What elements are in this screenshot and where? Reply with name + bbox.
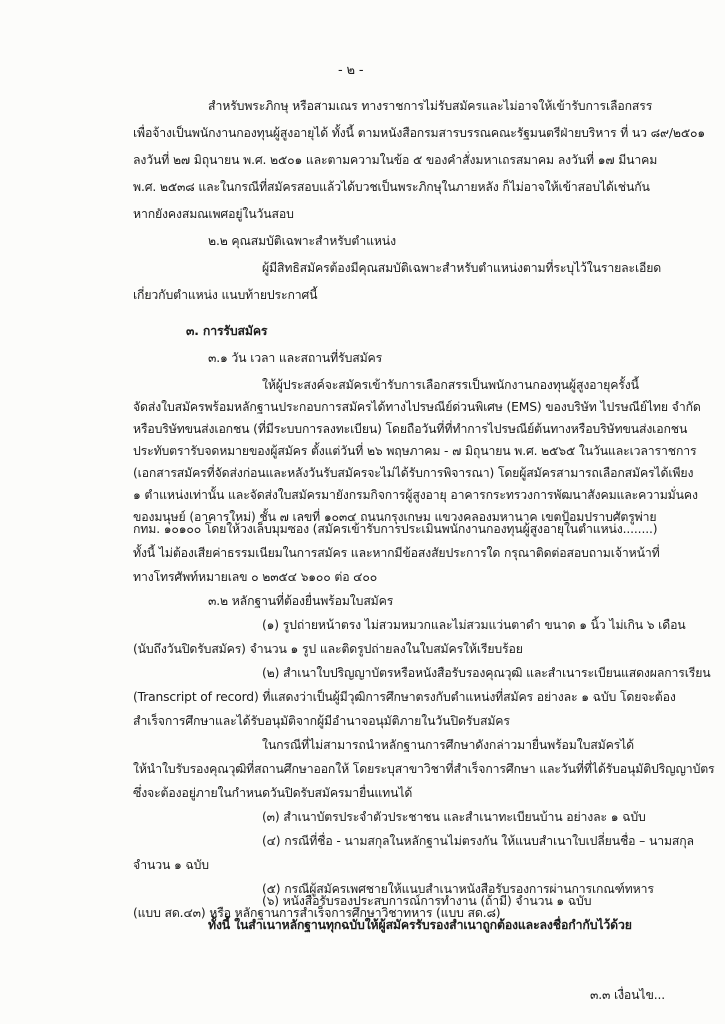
- paragraph-line: ผู้มีสิทธิสมัครต้องมีคุณสมบัติเฉพาะสำหรับตำแหน่งตามที่ระบุไว้ในรายละเอียด: [262, 261, 662, 275]
- section-heading: ๓. การรับสมัคร: [186, 324, 268, 338]
- paragraph-line: ลงวันที่ ๒๗ มิถุนายน พ.ศ. ๒๕๐๑ และตามความในข้อ ๕ ของคำสั่งมหาเถรสมาคม ลงวันที่ ๑๗ มีนาคม: [133, 153, 658, 167]
- paragraph-line: จำนวน ๑ ฉบับ: [133, 858, 209, 872]
- paragraph-line: ให้ผู้ประสงค์จะสมัครเข้ารับการเลือกสรรเป็นพนักงานกองทุนผู้สูงอายุครั้งนี้: [262, 378, 639, 392]
- list-item: (๒) สำเนาใบปริญญาบัตรหรือหนังสือรับรองคุณวุฒิ และสำเนาระเบียนแสดงผลการเรียน: [262, 666, 711, 680]
- paragraph-line: ทั้งนี้ ไม่ต้องเสียค่าธรรมเนียมในการสมัคร และหากมีข้อสงสัยประการใด กรุณาติดต่อสอบถามเจ้าหน้าที่: [133, 546, 660, 560]
- paragraph-line: พ.ศ. ๒๕๓๘ และในกรณีที่สมัครสอบแล้วได้บวชเป็นพระภิกษุในภายหลัง ก็ไม่อาจให้เข้าสอบได้เช่นกัน: [133, 180, 650, 194]
- paragraph-line: หรือบริษัทขนส่งเอกชน (ที่มีระบบการลงทะเบียน) โดยถือวันที่ที่ทำการไปรษณีย์ต้นทางหรือบริษัทขนส่งเอกชน: [133, 422, 688, 436]
- paragraph-line: ให้นำใบรับรองคุณวุฒิที่สถานศึกษาออกให้ โดยระบุสาขาวิชาที่สำเร็จการศึกษา และวันที่ที่ได้รับอนุมัติปริญญาบัตร: [133, 762, 715, 776]
- paragraph-line: เพื่อจ้างเป็นพนักงานกองทุนผู้สูงอายุได้ ทั้งนี้ ตามหนังสือกรมสารบรรณคณะรัฐมนตรีฝ่ายบริหาร ที่ นว ๘๙/๒๕๐๑: [133, 126, 705, 140]
- paragraph-line: จัดส่งใบสมัครพร้อมหลักฐานประกอบการสมัครได้ทางไปรษณีย์ด่วนพิเศษ (EMS) ของบริษัท ไปรษณีย์ไทย จำกัด: [133, 400, 701, 414]
- paragraph-line: (แบบ สด.๔๓) หรือ หลักฐานการสำเร็จการศึกษาวิชาทหาร (แบบ สด.๘): [133, 906, 501, 920]
- paragraph-line: ทางโทรศัพท์หมายเลข ๐ ๒๓๕๔ ๖๑๐๐ ต่อ ๔๐๐: [133, 570, 378, 584]
- paragraph-line: หากยังคงสมณเพศอยู่ในวันสอบ: [133, 207, 294, 221]
- paragraph-line: เกี่ยวกับตำแหน่ง แนบท้ายประกาศนี้: [133, 288, 318, 302]
- paragraph-line: สำเร็จการศึกษาและได้รับอนุมัติจากผู้มีอำนาจอนุมัติภายในวันปิดรับสมัคร: [133, 714, 510, 728]
- list-item: (๓) สำเนาบัตรประจำตัวประชาชน และสำเนาทะเบียนบ้าน อย่างละ ๑ ฉบับ: [262, 810, 646, 824]
- paragraph-line: ของมนุษย์ (อาคารใหม่) ชั้น ๗ เลขที่ ๑๐๓๔ ถนนกรุงเกษม แขวงคลองมหานาค เขตป้อมปราบศัตรูพ่าย: [133, 510, 657, 524]
- paragraph-line: ประทับตรารับจดหมายของผู้สมัคร ตั้งแต่วันที่ ๒๖ พฤษภาคม - ๗ มิถุนายน พ.ศ. ๒๕๖๕ ในวันและเวลาราชการ: [133, 444, 697, 458]
- paragraph-line: ในกรณีที่ไม่สามารถนำหลักฐานการศึกษาดังกล่าวมายื่นพร้อมใบสมัครได้: [262, 738, 634, 752]
- section-heading: ๒.๒ คุณสมบัติเฉพาะสำหรับตำแหน่ง: [208, 234, 396, 248]
- list-item: (๔) กรณีที่ชื่อ - นามสกุลในหลักฐานไม่ตรงกัน ให้แนบสำเนาใบเปลี่ยนชื่อ – นามสกุล: [262, 834, 694, 848]
- list-item: (๕) กรณีผู้สมัครเพศชายให้แนบสำเนาหนังสือรับรองการผ่านการเกณฑ์ทหาร: [262, 882, 654, 896]
- closing-note: ทั้งนี้ ในสำเนาหลักฐานทุกฉบับให้ผู้สมัครรับรองสำเนาถูกต้องและลงชื่อกำกับไว้ด้วย: [208, 918, 632, 932]
- list-item: (๑) รูปถ่ายหน้าตรง ไม่สวมหมวกและไม่สวมแว่นตาดำ ขนาด ๑ นิ้ว ไม่เกิน ๖ เดือน: [262, 618, 686, 632]
- paragraph-line: สำหรับพระภิกษุ หรือสามเณร ทางราชการไม่รับสมัครและไม่อาจให้เข้ารับการเลือกสรร: [208, 99, 653, 113]
- paragraph-line: ๑ ตำแหน่งเท่านั้น และจัดส่งใบสมัครมายังกรมกิจการผู้สูงอายุ อาคารกระทรวงการพัฒนาสังคมและความมั่นคง: [133, 488, 698, 502]
- list-item: (๖) หนังสือรับรองประสบการณ์การทำงาน (ถ้ามี) จำนวน ๑ ฉบับ: [262, 894, 592, 908]
- paragraph-line: กทม. ๑๐๑๐๐ โดยให้วงเล็บมุมซอง (สมัครเข้ารับการประเมินพนักงานกองทุนผู้สูงอายุในตำแหน่ง........): [133, 522, 658, 536]
- page-continuation: ๓.๓ เงื่อนไข...: [590, 988, 665, 1002]
- subsection-heading: ๓.๑ วัน เวลา และสถานที่รับสมัคร: [208, 351, 383, 365]
- page-number: - ๒ -: [338, 63, 364, 78]
- paragraph-line: ซึ่งจะต้องอยู่ภายในกำหนดวันปิดรับสมัครมายื่นแทนได้: [133, 786, 413, 800]
- paragraph-line: (Transcript of record) ที่แสดงว่าเป็นผู้มีวุฒิการศึกษาตรงกับตำแหน่งที่สมัคร อย่างละ ๑ ฉบับ โดยจะต้อง: [133, 690, 676, 704]
- paragraph-line: (เอกสารสมัครที่จัดส่งก่อนและหลังวันรับสมัครจะไม่ได้รับการพิจารณา) โดยผู้สมัครสามารถเลือกสมัครได้เพียง: [133, 466, 694, 480]
- subsection-heading: ๓.๒ หลักฐานที่ต้องยื่นพร้อมใบสมัคร: [208, 594, 394, 608]
- paragraph-line: (นับถึงวันปิดรับสมัคร) จำนวน ๑ รูป และติดรูปถ่ายลงในใบสมัครให้เรียบร้อย: [133, 642, 523, 656]
